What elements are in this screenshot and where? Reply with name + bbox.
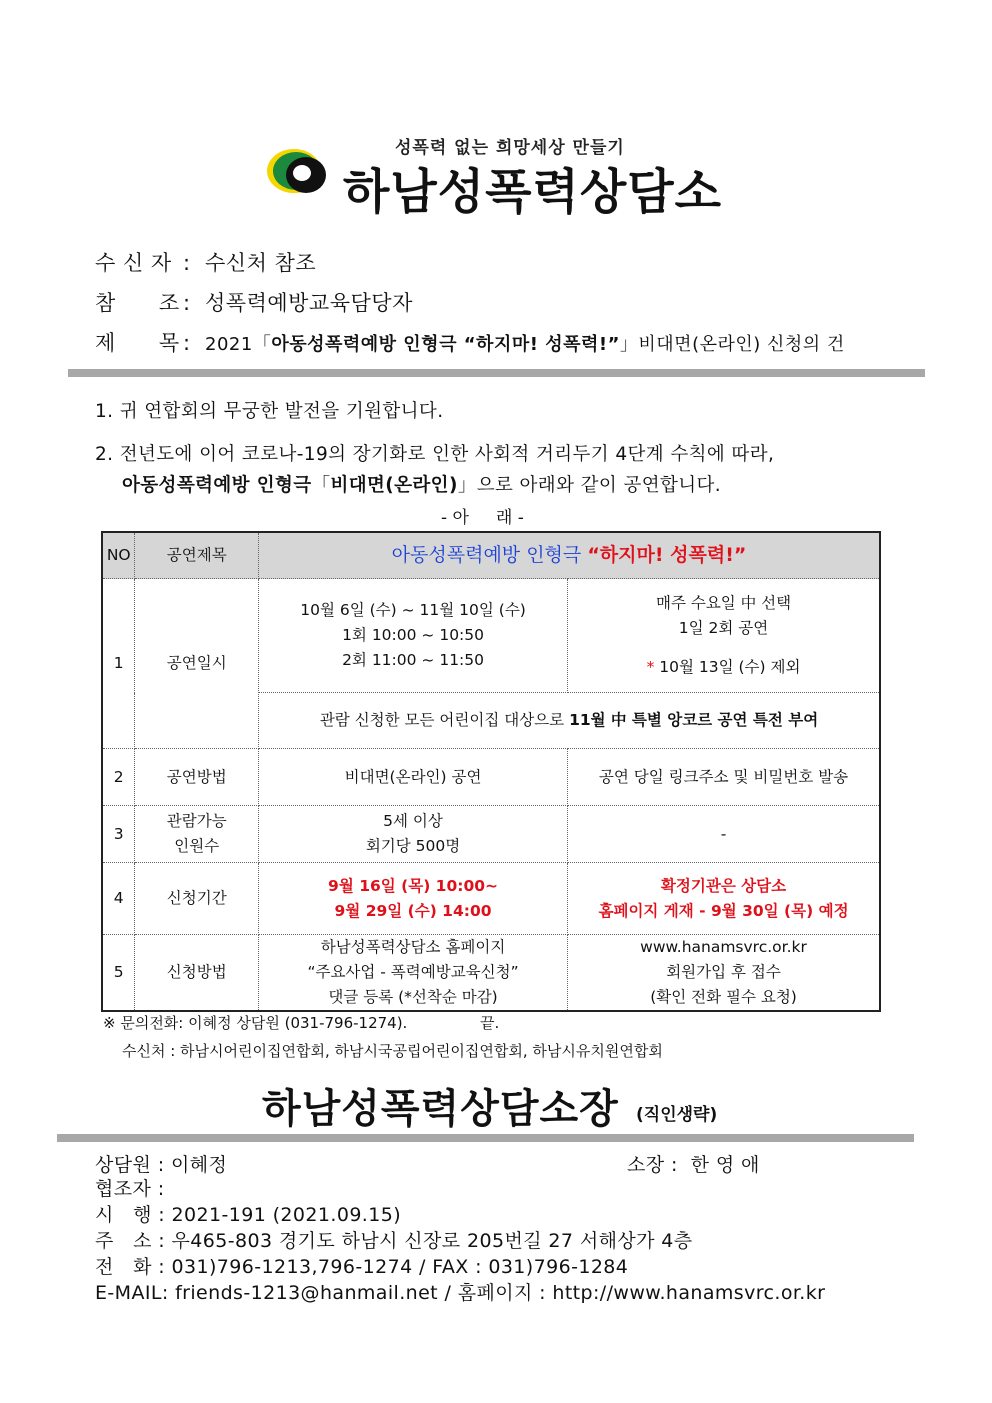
org-name: 하남성폭력상담소 [343, 164, 722, 220]
subject-post: 」비대면(온라인) 신청의 건 [619, 334, 845, 355]
p2-post: 」으로 아래와 같이 공연합니다. [457, 475, 722, 496]
p2-bold2: 비대면(온라인) [330, 475, 458, 496]
recipient-label: 수 신 자 [95, 251, 172, 275]
recipient-value: 수신처 참조 [205, 251, 317, 275]
col-title: 공연제목 [135, 532, 259, 579]
below-heading: - 아 래 - [441, 508, 524, 528]
end-mark: 끝. [480, 1014, 500, 1032]
paragraph-2: 2. 전년도에 이어 코로나-19의 장기화로 인한 사회적 거리두기 4단계 수칙에 따라, [95, 444, 775, 465]
divider [57, 1134, 914, 1142]
paragraph-2-cont [122, 471, 721, 497]
inquiry-note: ※ 문의전화: 이혜정 상담원 (031-796-1274). [103, 1014, 408, 1032]
info-table [101, 531, 881, 1012]
colon: : [183, 251, 191, 275]
colon: : [183, 331, 191, 355]
title-red: “하지마! 성폭력!” [587, 544, 747, 566]
divider [68, 369, 925, 377]
reference-row [95, 287, 413, 317]
issue-number: 시 행 : 2021-191 (2021.09.15) [95, 1204, 402, 1226]
recipient-row [95, 247, 316, 277]
subject-pre: 2021「 [205, 334, 272, 355]
paragraph-1: 1. 귀 연합회의 무궁한 발전을 기원합니다. [95, 401, 444, 422]
show-title [259, 532, 880, 579]
col-no: NO [102, 532, 135, 579]
colon: : [183, 291, 191, 315]
table-row: 4 신청기간 9월 16일 (목) 10:00~ 9월 29일 (수) 14:00 확정기관은 상담소 홈페이지 게재 - 9월 30일 (목) 예정 [102, 863, 880, 935]
logo-icon [266, 147, 330, 195]
table-row: 1 공연일시 10월 6일 (수) ~ 11월 10일 (수) 1회 10:00 ~ 10:50 2회 11:00 ~ 11:50 매주 수요일 中 선택 1일 2회 공연 * 10월 13일 (수) 제외 [102, 579, 880, 693]
address: 주 소 : 우465-803 경기도 하남시 신장로 205번길 27 서해상가 4층 [95, 1230, 693, 1252]
sender-title: 하남성폭력상담소장 [262, 1086, 619, 1132]
p2-bold1: 아동성폭력예방 인형극 [122, 475, 312, 496]
table-row: 5 신청방법 하남성폭력상담소 홈페이지 “주요사업 - 폭력예방교육신청” 댓글 등록 (*선착순 마감) www.hanamsvrc.or.kr 회원가입 후 접수 (확인 전화 필수 요청) [102, 935, 880, 1012]
cooperator: 협조자 : [95, 1178, 165, 1200]
p2-mid: 「 [311, 475, 331, 496]
recipient-list: 수신처 : 하남시어린이집연합회, 하남시국공립어린이집연합회, 하남시유치원연합회 [122, 1042, 663, 1060]
counselor: 상담원 : 이혜정 [95, 1154, 228, 1176]
director: 소장 : 한 영 애 [627, 1154, 760, 1176]
table-row: 2 공연방법 비대면(온라인) 공연 공연 당일 링크주소 및 비밀번호 발송 [102, 749, 880, 806]
table-row: 3 관람가능 인원수 5세 이상 회기당 500명 - [102, 806, 880, 863]
seal-omitted: (직인생략) [636, 1105, 718, 1125]
reference-label: 참 조 [95, 291, 180, 315]
slogan: 성폭력 없는 희망세상 만들기 [395, 138, 625, 158]
subject-label: 제 목 [95, 331, 180, 355]
subject-bold: 아동성폭력예방 인형극 “하지마! 성폭력!” [271, 334, 620, 355]
subject-row [95, 327, 845, 357]
title-blue: 아동성폭력예방 인형극 [391, 544, 582, 566]
reference-value: 성폭력예방교육담당자 [205, 291, 413, 315]
email-homepage: E-MAIL: friends-1213@hanmail.net / 홈페이지 : http://www.hanamsvrc.or.kr [95, 1282, 826, 1304]
phone: 전 화 : 031)796-1213,796-1274 / FAX : 031)796-1284 [95, 1256, 629, 1278]
table-header-row [102, 532, 880, 579]
table-row: 관람 신청한 모든 어린이집 대상으로 11월 中 특별 앙코르 공연 특전 부여 [102, 693, 880, 749]
